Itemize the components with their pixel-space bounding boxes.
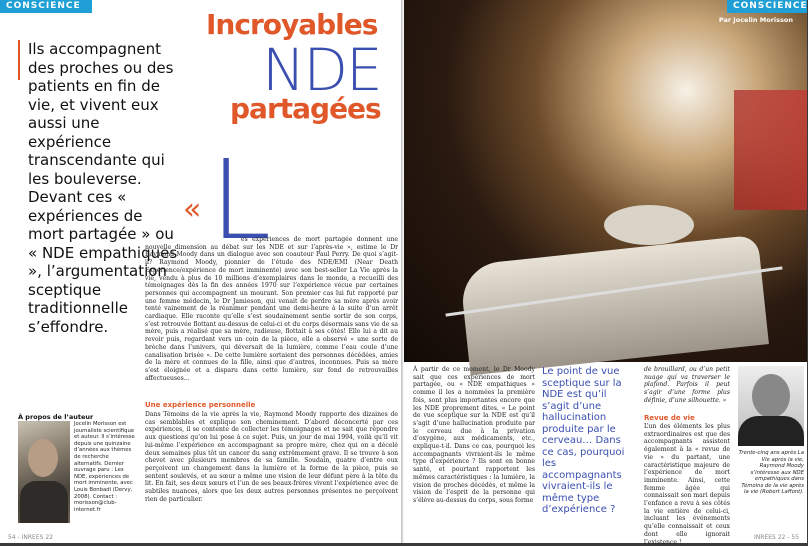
opening-quote-mark: « [183, 192, 202, 227]
page-folio-right: INREES 22 - 55 [754, 534, 799, 541]
photo-wall [734, 90, 807, 210]
article-body-main: es expériences de mort partagée donnent une nouvelle dimension au débat sur les NDE et sur l’après-vie », estime le Dr Raymond Moody dans un dialogue avec son coauteur Paul Perry. De quoi s’agit-il? Raymond Moody, pionnier de l’étude des NDE/EMI (Near Death Experience/expérience de mort imminente) avec son best-seller La Vie après la vie, vendu à plus de 10 millions d’exemplaires dans le monde, a recueilli des témoignages dès la fin des années 1970 sur l’expérience vécue par certaines personnes qui accompagnent un mourant. Son premier cas lui fut rapporté par une femme médecin, le Dr Jamieson, qui venait de perdre sa mère après avoir tenté vainement de la réanimer pendant une demi-heure à la suite d’un arrêt cardiaque. Elle raconte qu’elle s’est soudainement sentie sortir de son corps, s’est retrouvée flottant au-dessus de celui-ci et du corps désormais sans vie de sa mère, puis a réalisé que sa mère, radieuse, flottait à ses côtés! Elle lui a dit au revoir puis, regardant vers un coin de la pièce, elle a observé « une sorte de brèche dans l’univers, qui déversait de la lumière, comme l’eau coule d’une canalisation brisée ». De cette lumière sortaient des personnes décédées, amies de la mère et connues de la fille, ainsi que d’autres, inconnues. Puis sa mère s’est éloignée et a disparu dans cette lumière, sur fond de retrouvailles affectueuses… [145, 236, 398, 382]
article-body-col3-top: de brouillard, ou d’un petit nuage qui va traverser le plafond. Parfois il peut s’agir d’une forme plus définie, d’une silhouette. » [644, 366, 730, 404]
right-page [404, 0, 808, 546]
pull-quote: Le point de vue sceptique sur la NDE est qu’il s’agit d’une hallucination produite par le cerveau… Dans ce cas, pourquoi les accompagnants vivraient-ils le même type d’expérience ? [542, 366, 625, 515]
author-face [28, 439, 58, 477]
section-tag: CONSCIENCE [0, 0, 92, 13]
intro-text: Ils accompagnent des proches ou des patients en fin de vie, et vivent eux aussi une expérience transcendante qui les bouleverse. Devant ces « expériences de mort partagée » ou « NDE empathiques », l’argumentation sceptique traditionnelle s’effondre. [28, 40, 178, 336]
page-folio-left: 54 - INREES 22 [8, 534, 53, 541]
moody-head [752, 374, 790, 418]
author-bio: Jocelin Morisson est journaliste scientifique et auteur. Il s’intéresse depuis une quinzaine d’années aux thèmes de recherche alternatifs. Dernier ouvrage paru : Les NDE, expériences de mort imminente, avec Louis Bonbadi (Dervy, 2008). Contact : morisson@club-internet.fr [74, 421, 135, 513]
hospital-bed-photo [404, 0, 807, 362]
subhead-personal-experience: Une expérience personnelle [145, 401, 256, 409]
article-body-col3-bottom: L’un des éléments les plus extraordinaires est que des accompagnants assistent également à la « revue de vie » du partant, une caractéristique majeure de l’expérience de mort imminente. Ainsi, cette femme âgée qui connaissait son mari depuis l’enfance a revu à ses côtés la vie entière de celui-ci, incluant les événements qu’elle connaissait et ceux dont elle ignorait l’existence ! [644, 423, 731, 546]
photo-pillow [604, 205, 694, 245]
photo-caption: Trente-cinq ans après La Vie après la vie, Raymond Moody s’intéresse aux NDE empathiques dans Témoins de la vie après la vie (Robert Laffont). [738, 450, 804, 495]
title-line-3: partagées [230, 92, 381, 125]
title-line-2: NDE [262, 36, 381, 104]
author-photo [18, 421, 70, 523]
byline: Par Jocelin Morisson [718, 16, 793, 24]
moody-coat [738, 416, 804, 446]
article-body-col1: À partir de ce moment, le Dr Moody sait que ces expériences de mort partagée, ou « NDE empathiques » comme il les a nommées la première fois, sont plus importantes encore que les NDE proprement dites. « Le point de vue sceptique sur la NDE est qu’il s’agit d’une hallucination produite par le cerveau due à la privation d’oxygène, aux médicaments, etc., explique-t-il. Dans ce cas, pourquoi les accompagnants vivraient-ils le même type d’expérience ? Ils sont en bonne santé, et pourtant rapportent les mêmes caractéristiques : la lumière, la vision de proches décédés, et même la vision de l’esprit de la personne qui s’élève au-dessus du corps, sous forme [413, 366, 535, 504]
subhead-life-review: Revue de vie [644, 414, 695, 422]
author-shirt [20, 481, 68, 523]
section-tag: CONSCIENCE [727, 0, 807, 13]
drop-cap: L [210, 136, 272, 264]
author-heading: À propos de l’auteur [18, 413, 94, 421]
moody-portrait-photo [738, 366, 804, 446]
title-line-1: Incroyables [206, 8, 378, 41]
left-page [0, 0, 403, 543]
intro-accent-bar [18, 40, 20, 80]
article-body-bottom: Dans Témoins de la vie après la vie, Raymond Moody rapporte des dizaines de cas semblables et explique son cheminement. D’abord déconcerté par ces expériences, il se contente de collecter les témoignages et ne sait que répondre aux questions qu’on lui pose à ce sujet. Puis, un jour de mai 1994, voilà qu’il vit lui-même l’expérience en accompagnant sa propre mère, chez qui on a décelé deux semaines plus tôt un cancer du sang extrêmement grave. Il se trouve à son chevet avec plusieurs membres de sa famille. Soudain, quatre d’entre eux perçoivent un changement dans la lumière et la forme de la pièce, puis se sentent soulevés, et au sœur a même une vision de leur défunt père à la tête du lit. En fait, ses deux sœurs et l’un de ses beaux-frères vivent l’expérience avec de subtiles nuances, alors que les deux autres personnes présentes ne perçoivent rien de particulier. [145, 411, 398, 503]
